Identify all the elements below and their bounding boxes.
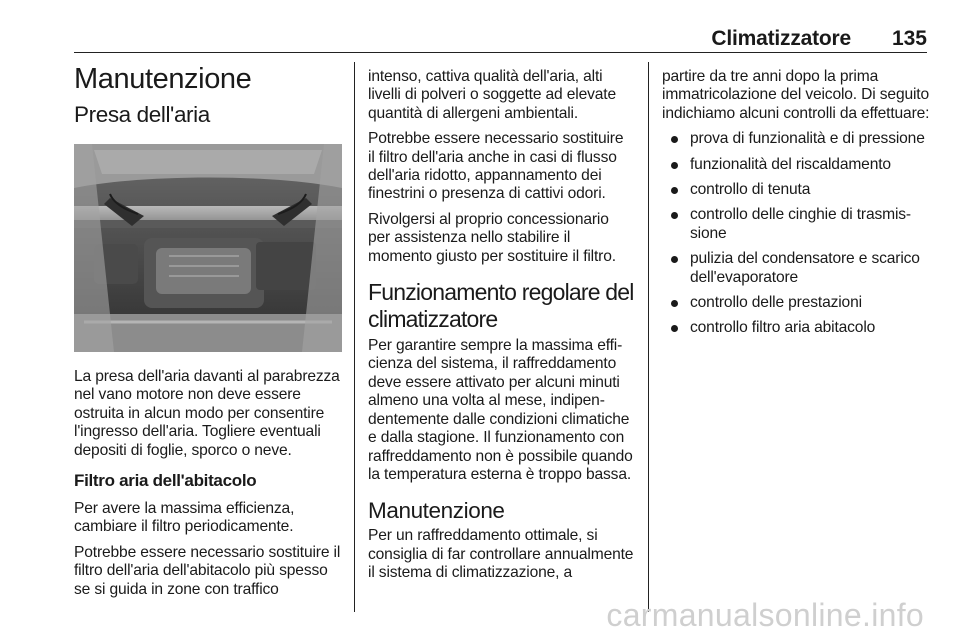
paragraph-funzionamento: Per garantire sempre la massima efficienza del sistema, il raffreddamento deve essere attivato per alcuni minuti almeno una volta al mese, indipendentemente dalle condizioni climatiche e dalla stagione. Il funzionamento con raffreddamento non è possibile quando la temperatura esterna è troppo bassa. <box>368 337 633 483</box>
paragraph-continuation: intenso, cattiva qualità dell'aria, alti livelli di polveri o soggette ad elevate quantità di allergeni ambientali. <box>368 68 616 122</box>
list-item: funzionalità del riscaldamento <box>662 156 930 174</box>
heading-manutenzione-2: Manutenzione <box>368 498 505 524</box>
checklist <box>662 130 930 338</box>
paragraph-presa-aria: La presa dell'aria davanti al parabrezza nel vano motore non deve essere ostruita in alcun modo per consentire l'ingresso dell'aria. Togliere eventuali depositi di foglie, sporco o neve. <box>74 368 340 459</box>
list-item: prova di funzionalità e di pressione <box>662 130 930 148</box>
bullet-icon <box>671 162 678 169</box>
paragraph-controlli: partire da tre anni dopo la prima immatricolazione del veicolo. Di seguito indichiamo alcuni controlli da effettuare: <box>662 68 930 122</box>
paragraph-filtro-3: Potrebbe essere necessario sostituire il filtro dell'aria anche in casi di flusso dell'aria ridotto, appannamento dei finestrini o presenza di cattivi odori. <box>368 130 624 203</box>
page-header <box>74 18 927 53</box>
column-divider <box>354 62 355 612</box>
watermark: carmanualsonline.info <box>606 597 924 633</box>
paragraph-filtro-1: Per avere la massima efficienza, cambiare il filtro periodicamente. <box>74 500 295 536</box>
paragraph-filtro-2: Potrebbe essere necessario sostituire il filtro dell'aria dell'abitacolo più spesso se si guida in zone con traffico <box>74 543 341 598</box>
bullet-icon <box>671 136 678 143</box>
heading-filtro-aria: Filtro aria dell'abitacolo <box>74 471 257 491</box>
bullet-icon <box>671 300 678 307</box>
heading-funzionamento: Funzionamento regolare del climatizzatore <box>368 279 634 333</box>
column-left <box>74 62 342 599</box>
list-item: pulizia del condensatore e scarico dell'evaporatore <box>662 250 930 287</box>
heading-presa-aria: Presa dell'aria <box>74 102 210 127</box>
paragraph-concessionario: Rivolgersi al proprio concessionario per assistenza nello stabilire il momento giusto per sostituire il filtro. <box>368 210 616 265</box>
column-divider <box>648 62 649 612</box>
section-title: Climatizzatore <box>711 27 851 50</box>
list-item: controllo filtro aria abitacolo <box>662 319 930 337</box>
paragraph-manutenzione: Per un raffreddamento ottimale, si consiglia di far controllare annualmente il sistema di climatizzazione, a <box>368 527 634 582</box>
list-item: controllo di tenuta <box>662 181 930 199</box>
list-item: controllo delle cinghie di trasmissione <box>662 206 930 243</box>
engine-bay-illustration <box>74 144 342 352</box>
bullet-icon <box>671 256 678 263</box>
engine-bay-photo <box>74 144 342 352</box>
column-middle <box>368 62 634 583</box>
heading-manutenzione: Manutenzione <box>74 63 252 95</box>
bullet-icon <box>671 212 678 219</box>
column-right <box>662 62 930 338</box>
page-number: 135 <box>891 27 927 50</box>
bullet-icon <box>671 187 678 194</box>
bullet-icon <box>671 325 678 332</box>
list-item: controllo delle prestazioni <box>662 294 930 312</box>
